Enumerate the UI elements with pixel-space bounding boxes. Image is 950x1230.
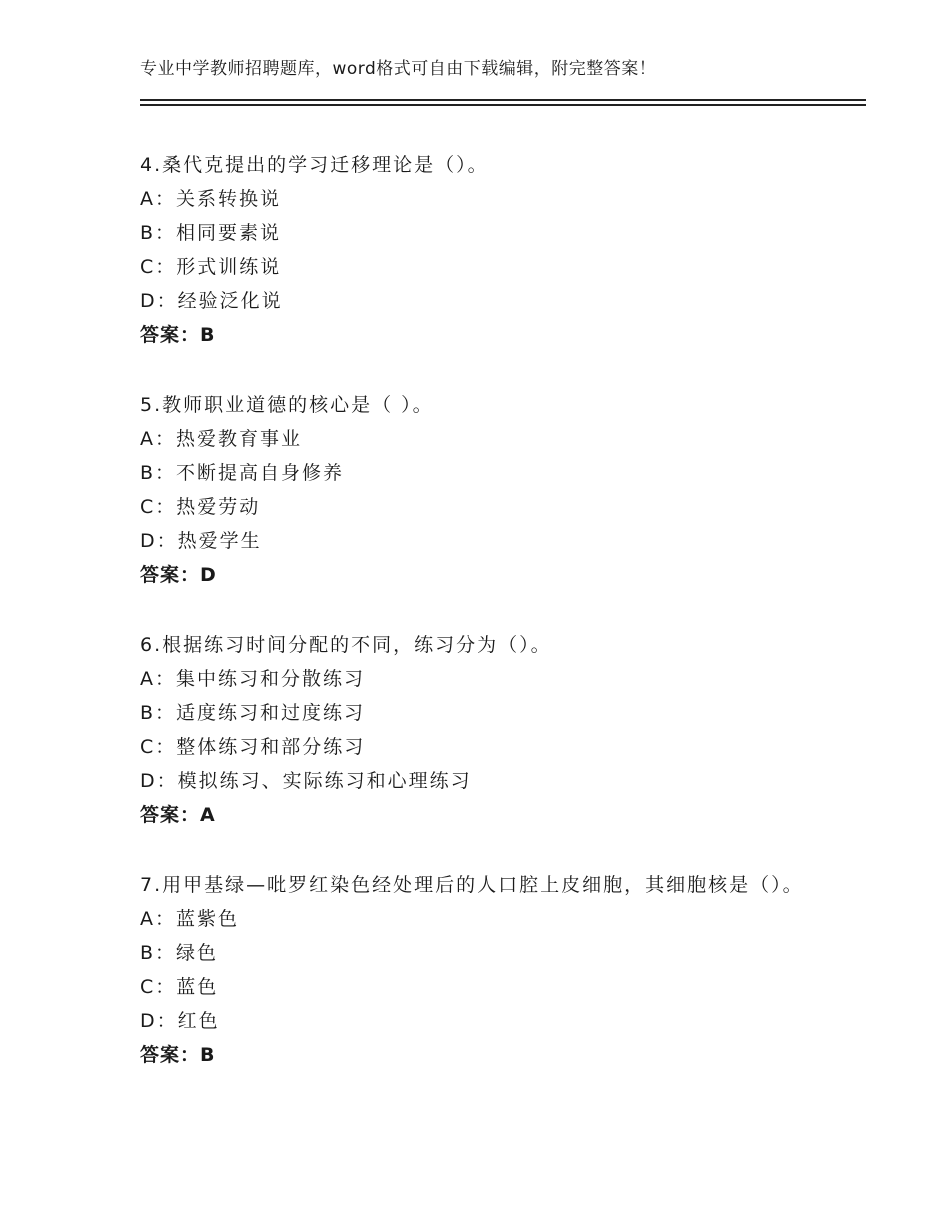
option-b: B：相同要素说: [140, 222, 282, 244]
option-d: D：红色: [140, 1010, 220, 1032]
option-a: A：热爱教育事业: [140, 428, 302, 450]
question-list: [140, 148, 820, 1108]
question-4: [140, 148, 820, 352]
question-5: [140, 388, 820, 592]
page-header: 专业中学教师招聘题库，word格式可自由下载编辑，附完整答案！: [140, 59, 657, 79]
option-d: D：经验泛化说: [140, 290, 283, 312]
question-stem: 6.根据练习时间分配的不同，练习分为（）。: [140, 634, 552, 656]
option-a: A：蓝紫色: [140, 908, 239, 930]
option-b: B：绿色: [140, 942, 219, 964]
option-d: D：模拟练习、实际练习和心理练习: [140, 770, 472, 792]
option-a: A：关系转换说: [140, 188, 281, 210]
answer-label: 答案：A: [140, 804, 216, 826]
option-b: B：适度练习和过度练习: [140, 702, 366, 724]
option-b: B：不断提高自身修养: [140, 462, 345, 484]
answer-label: 答案：D: [140, 564, 217, 586]
answer-label: 答案：B: [140, 324, 216, 346]
header-rule-top: [140, 99, 866, 101]
option-a: A：集中练习和分散练习: [140, 668, 365, 690]
question-stem: 7.用甲基绿—吡罗红染色经处理后的人口腔上皮细胞，其细胞核是（）。: [140, 874, 804, 896]
header-rule-bottom: [140, 104, 866, 106]
option-c: C：蓝色: [140, 976, 219, 998]
option-c: C：整体练习和部分练习: [140, 736, 366, 758]
question-stem: 4.桑代克提出的学习迁移理论是（）。: [140, 154, 489, 176]
question-6: [140, 628, 820, 832]
question-stem: 5.教师职业道德的核心是（ ）。: [140, 394, 434, 416]
question-7: [140, 868, 820, 1072]
answer-label: 答案：B: [140, 1044, 216, 1066]
option-d: D：热爱学生: [140, 530, 262, 552]
option-c: C：形式训练说: [140, 256, 282, 278]
option-c: C：热爱劳动: [140, 496, 261, 518]
